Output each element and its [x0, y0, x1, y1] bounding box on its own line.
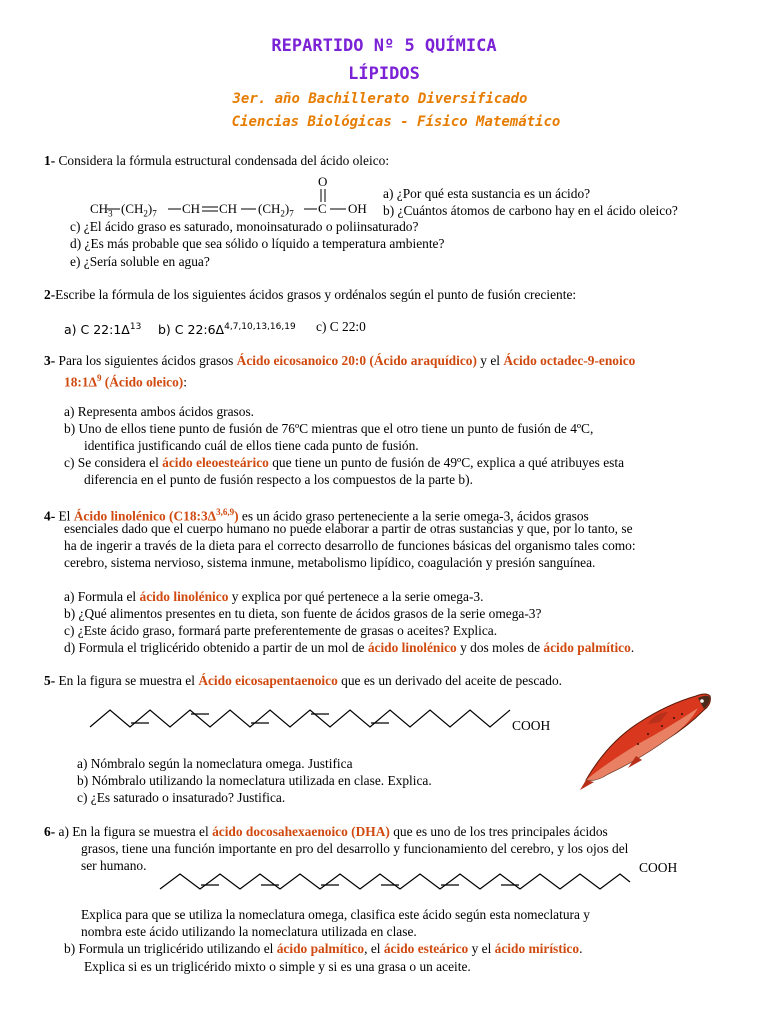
question-5b: b) Nómbralo utilizando la nomeclatura utilizada en clase. Explica. — [77, 773, 432, 788]
question-5-intro: 5- En la figura se muestra el Ácido eicosapentaenoico que es un derivado del aceite de pescado. — [44, 673, 562, 688]
question-4-intro: 4- El Ácido linolénico $(C18:3\Delta^{3,6,9})$ es un ácido graso perteneciente a la serie omega-3, ácidos grasos — [44, 507, 589, 524]
question-3a: a) Representa ambos ácidos grasos. — [64, 404, 255, 419]
course-line: 3er. año Bachillerato Diversificado — [232, 91, 528, 107]
question-4-line-3: ha de ingerir a través de la dieta para el correcto desarrollo de funciones básicas del organismo tales como: — [64, 538, 636, 553]
question-4d: d) Formula el triglicérido obtenido a partir de un mol de ácido linolénico y dos moles de ácido palmítico. — [64, 640, 635, 655]
question-3b-cont: identifica justificando cuál de ellos tiene cada punto de fusión. — [84, 438, 419, 453]
page-subject: LÍPIDOS — [348, 64, 420, 84]
question-6-intro: 6- a) En la figura se muestra el ácido docosahexaenoico (DHA) que es uno de los tres principales ácidos — [44, 824, 608, 839]
question-4a: a) Formula el ácido linolénico y explica por qué pertenece a la serie omega-3. — [64, 589, 484, 604]
dha-cooh-label: COOH — [639, 860, 678, 875]
question-6-line-3: ser humano. — [81, 858, 147, 873]
question-6a-paragraph-2: nombra este ácido utilizando la nomeclatura utilizada en clase. — [81, 924, 417, 939]
question-1a: a) ¿Por qué esta sustancia es un ácido? — [383, 186, 591, 201]
question-2a: a) C $22:1\Delta^{13}$ — [64, 322, 142, 338]
question-4-line-2: esenciales dado que el cuerpo humano no puede elaborar a partir de otras sustancias y que, por lo tanto, se — [64, 521, 633, 536]
question-3-intro: 3- Para los siguientes ácidos grasos Ácido eicosanoico 20:0 (Ácido araquídico) y el Ácido octadec-9-enoico — [44, 353, 636, 368]
question-5a: a) Nómbralo según la nomeclatura omega. Justifica — [77, 756, 353, 771]
question-6b-cont: Explica si es un triglicérido mixto o simple y si es una grasa o un aceite. — [84, 959, 471, 974]
question-1c: c) ¿El ácido graso es saturado, monoinsaturado o poliinsaturado? — [70, 219, 419, 234]
question-4b: b) ¿Qué alimentos presentes en tu dieta, son fuente de ácidos grasos de la serie omega-3? — [64, 606, 542, 621]
epa-cooh-label: COOH — [512, 718, 551, 733]
question-5c: c) ¿Es saturado o insaturado? Justifica. — [77, 790, 286, 805]
question-1e: e) ¿Sería soluble en agua? — [70, 254, 210, 269]
question-6-line-2: grasos, tiene una función importante en pro del desarrollo y funcionamiento del cerebro, y los ojos del — [81, 841, 629, 856]
orientation-line: Ciencias Biológicas - Físico Matemático — [231, 114, 561, 130]
question-6b: b) Formula un triglicérido utilizando el ácido palmítico, el ácido esteárico y el ácido mirístico. — [64, 941, 583, 956]
page-title: REPARTIDO Nº 5 QUÍMICA — [271, 36, 497, 56]
question-3b: b) Uno de ellos tiene punto de fusión de 76ºC mientras que el otro tiene un punto de fusión de 4ºC, — [64, 421, 594, 436]
question-1-intro: 1- Considera la fórmula estructural condensada del ácido oleico: — [44, 153, 390, 168]
question-3c: c) Se considera el ácido eleoesteárico que tiene un punto de fusión de 49ºC, explica a qué atribuyes esta — [64, 455, 625, 470]
question-1b: b) ¿Cuántos átomos de carbono hay en el ácido oleico? — [383, 203, 678, 218]
question-4c: c) ¿Este ácido graso, formará parte preferentemente de grasas o aceites? Explica. — [64, 623, 498, 638]
question-2b: b) C $22:6\Delta^{4,7,10,13,16,19}$ — [158, 322, 296, 338]
question-2c: c) C 22:0 — [316, 319, 366, 334]
question-6a-paragraph-1: Explica para que se utiliza la nomeclatura omega, clasifica este ácido según esta nomeclatura y — [81, 907, 590, 922]
question-4-line-4: cerebro, sistema nervioso, sistema inmune, metabolismo lipídico, coagulación y presión sanguínea. — [64, 555, 596, 570]
question-2-intro: 2-Escribe la fórmula de los siguientes ácidos grasos y ordénalos según el punto de fusión creciente: — [44, 287, 577, 302]
question-1d: d) ¿Es más probable que sea sólido o líquido a temperatura ambiente? — [70, 236, 445, 251]
question-3-intro-2: $18:1\Delta^9$ (Ácido oleico): — [64, 373, 187, 390]
question-3c-cont: diferencia en el punto de fusión respecto a los compuestos de la parte b). — [84, 472, 473, 487]
